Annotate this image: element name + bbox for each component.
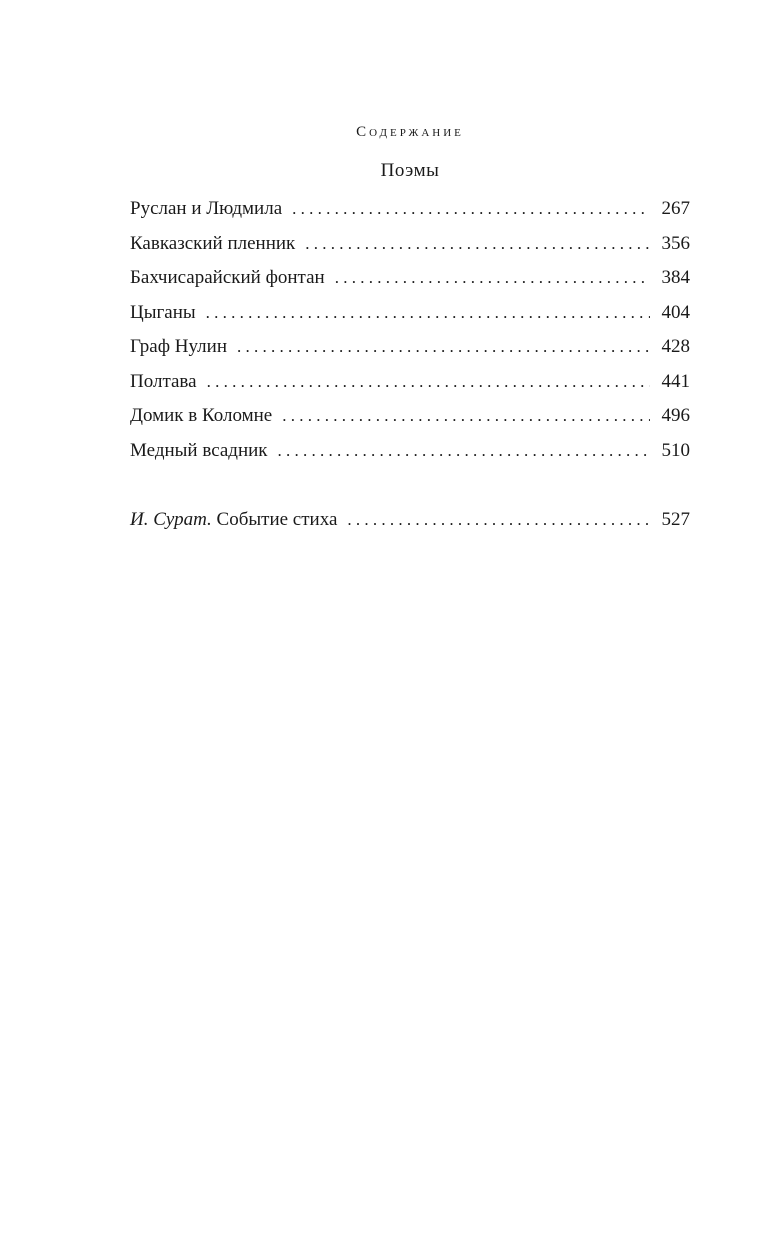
toc-entry-title xyxy=(130,503,347,538)
toc-entry-page: 510 xyxy=(661,439,690,461)
toc-leader-dots xyxy=(335,261,650,296)
toc-entry-page: 441 xyxy=(661,370,690,392)
afterword-entry xyxy=(130,503,690,538)
toc-entry-title: Руслан и Людмила xyxy=(130,198,283,219)
toc-entry-page: 267 xyxy=(661,198,690,219)
toc-entry-title: Бахчисарайский фонтан xyxy=(130,267,325,288)
toc-entry-page: 496 xyxy=(661,405,690,426)
toc-list xyxy=(130,192,690,468)
toc-entry-afterword xyxy=(130,503,690,538)
toc-entry-page: 428 xyxy=(661,336,690,357)
toc-leader-dots xyxy=(305,227,650,262)
toc-entry-page: 527 xyxy=(661,509,690,530)
toc-entry-title: Цыганы xyxy=(130,301,196,323)
toc-leader-dots xyxy=(282,399,650,434)
toc-entry xyxy=(130,399,690,434)
toc-entry-title: Граф Нулин xyxy=(130,336,227,357)
section-title-poems: Поэмы xyxy=(380,160,440,181)
toc-entry xyxy=(130,261,690,296)
toc-entry xyxy=(130,296,690,331)
afterword-author: И. Сурат. xyxy=(130,509,212,530)
toc-entry-page: 356 xyxy=(661,232,690,254)
toc-leader-dots xyxy=(292,192,650,227)
toc-leader-dots xyxy=(237,330,650,365)
toc-entry-title: Медный всадник xyxy=(130,439,268,461)
toc-entry xyxy=(130,434,690,469)
toc-entry xyxy=(130,227,690,262)
toc-leader-dots xyxy=(206,296,650,331)
afterword-title: Событие стиха xyxy=(216,509,338,530)
toc-entry-title: Домик в Коломне xyxy=(130,405,273,426)
toc-entry xyxy=(130,192,690,227)
toc-entry xyxy=(130,330,690,365)
toc-entry-title: Кавказский пленник xyxy=(130,232,296,254)
toc-entry-page: 404 xyxy=(661,301,690,323)
toc-leader-dots xyxy=(278,434,650,469)
toc-entry xyxy=(130,365,690,400)
toc-leader-dots xyxy=(207,365,650,400)
contents-heading: Содержание xyxy=(356,124,464,140)
toc-entry-page: 384 xyxy=(661,267,690,288)
toc-entry-title: Полтава xyxy=(130,370,197,392)
toc-leader-dots xyxy=(347,503,650,538)
